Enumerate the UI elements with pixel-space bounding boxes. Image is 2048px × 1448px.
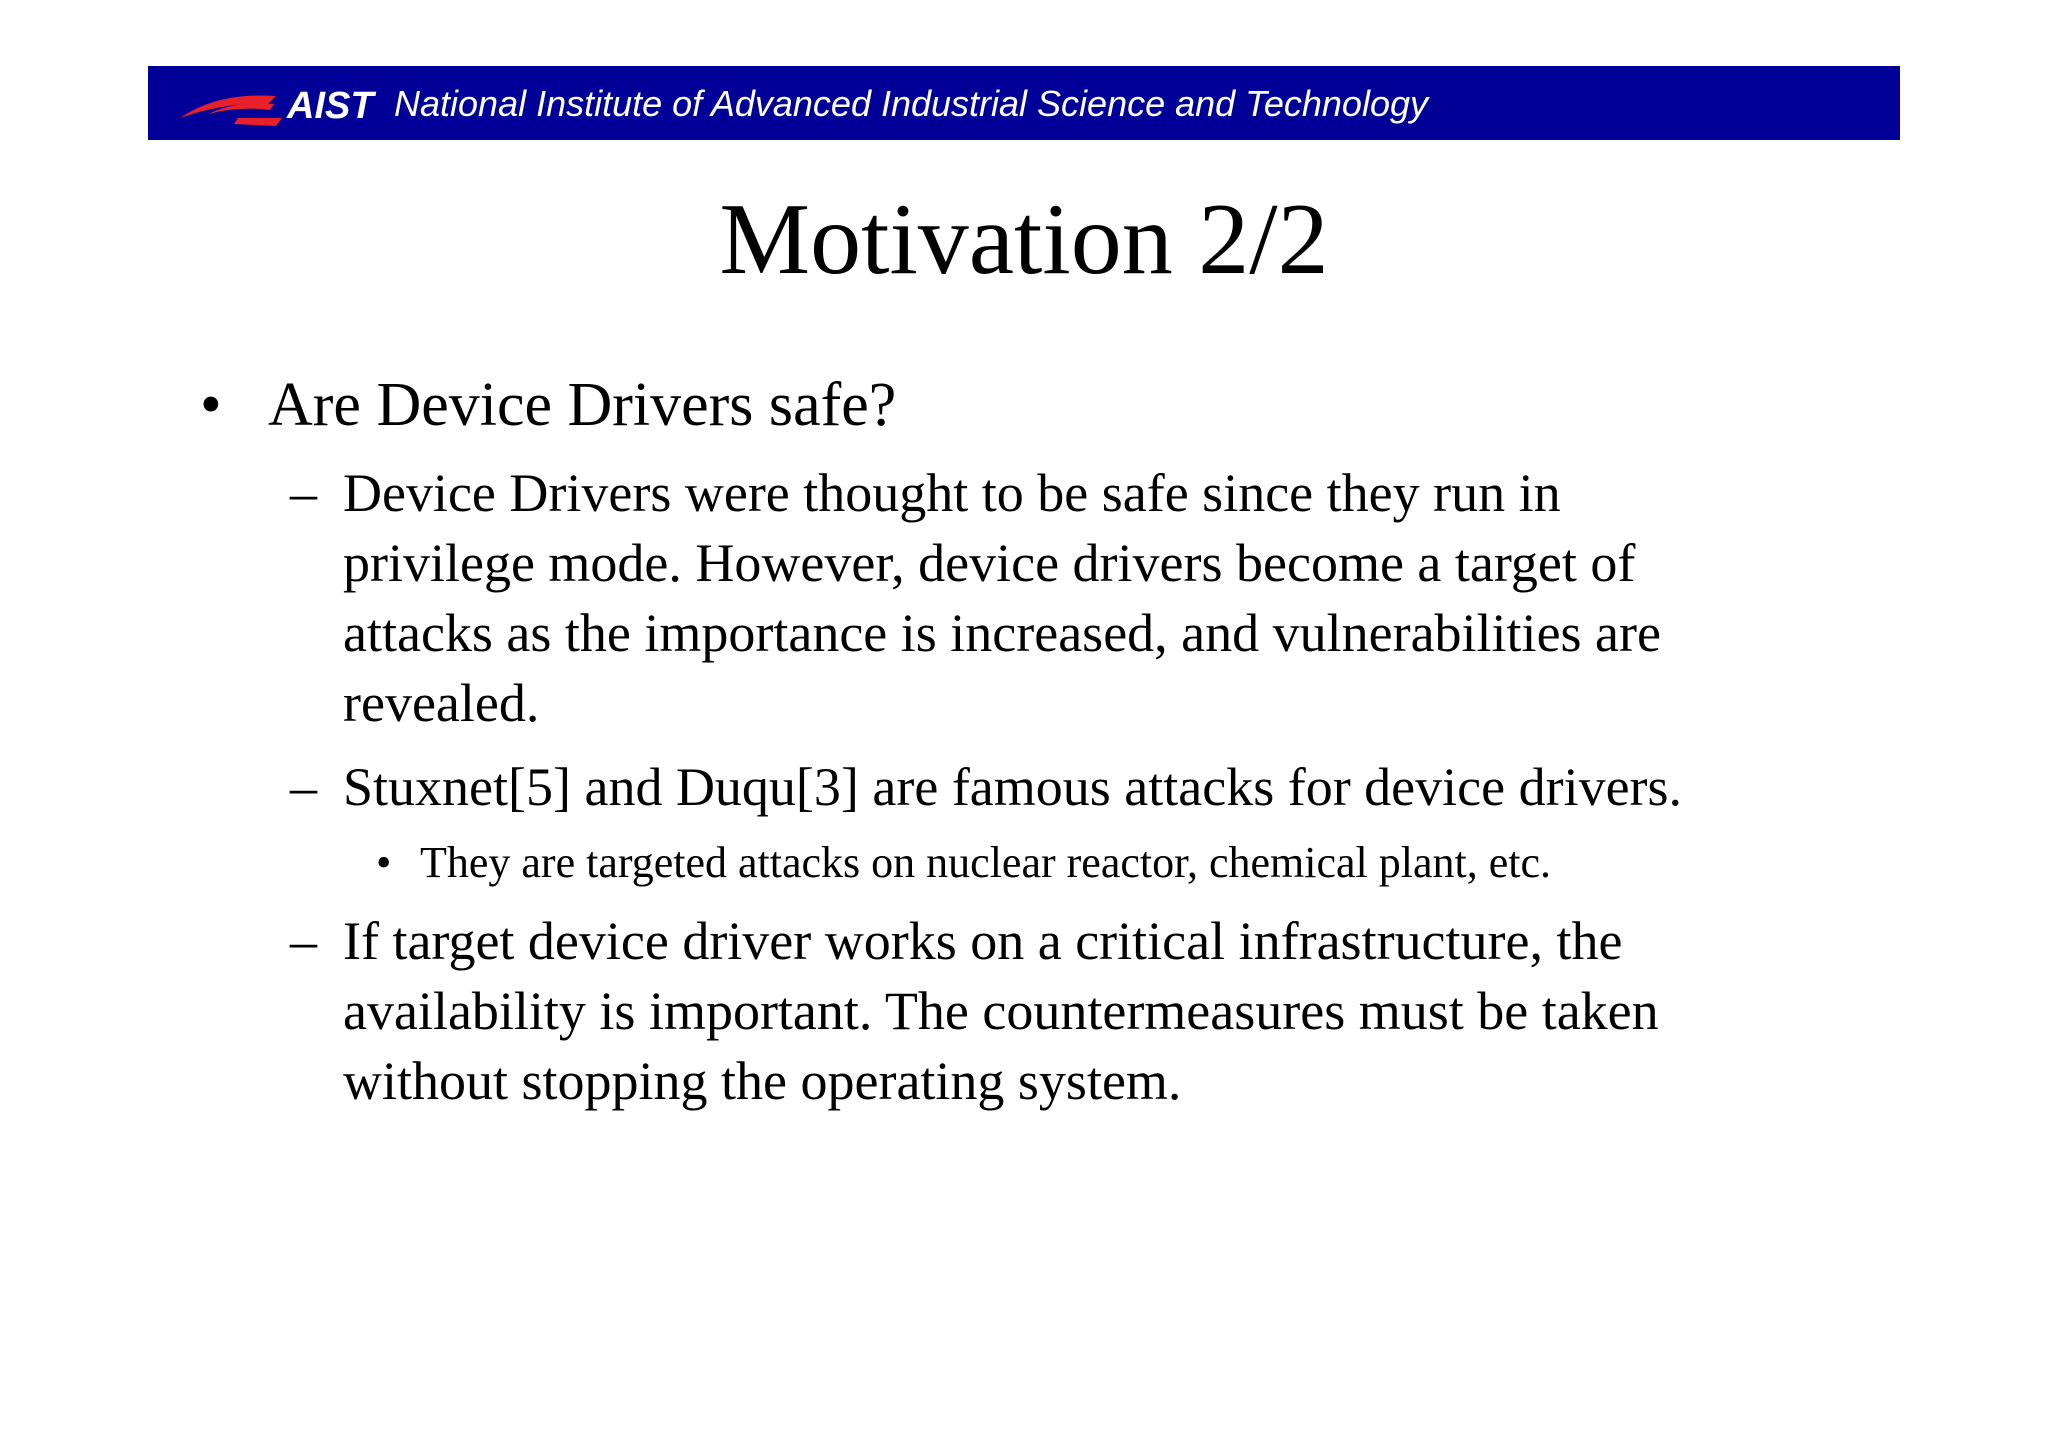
text-line: privilege mode. However, device drivers become a target of — [343, 533, 1636, 593]
text-line: attacks as the importance is increased, and vulnerabilities are — [343, 603, 1661, 663]
bullet-marker: • — [200, 371, 222, 439]
sub-bullet-text — [343, 752, 1843, 822]
sub-bullet-text — [343, 458, 1843, 738]
dash-marker: – — [290, 463, 317, 523]
text-line: availability is important. The countermeasures must be taken — [343, 981, 1659, 1041]
text-line: If target device driver works on a critical infrastructure, the — [343, 911, 1623, 971]
dash-marker: – — [290, 757, 317, 817]
bullet-marker: • — [376, 838, 392, 887]
bullet-text: Are Device Drivers safe? — [268, 371, 897, 439]
logo-text: AIST — [287, 85, 374, 127]
text-line: Device Drivers were thought to be safe since they run in — [343, 463, 1561, 523]
header-bar — [148, 66, 1900, 140]
slide-title: Motivation 2/2 — [719, 183, 1329, 296]
aist-logo — [178, 74, 374, 132]
text-line: Stuxnet[5] and Duqu[3] are famous attacks for device drivers. — [343, 757, 1683, 817]
text-line: without stopping the operating system. — [343, 1051, 1182, 1111]
institute-name: National Institute of Advanced Industrial Science and Technology — [394, 83, 1428, 124]
sub-bullet-text — [343, 906, 1843, 1116]
text-line: revealed. — [343, 673, 540, 733]
dash-marker: – — [290, 911, 317, 971]
sub-sub-bullet-text: They are targeted attacks on nuclear reactor, chemical plant, etc. — [420, 838, 1552, 887]
